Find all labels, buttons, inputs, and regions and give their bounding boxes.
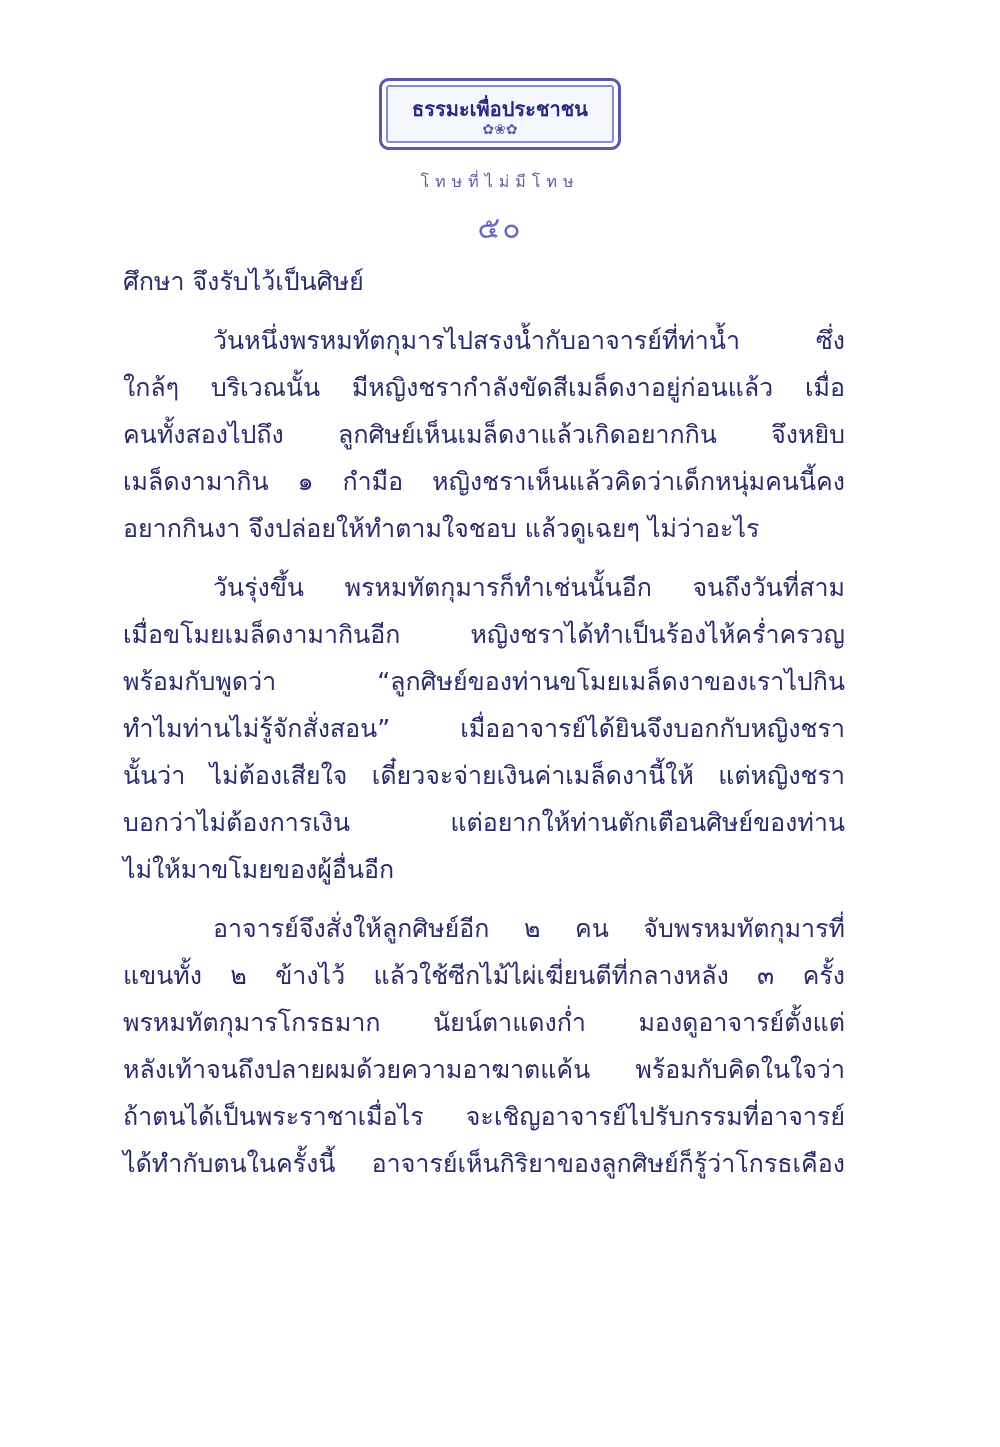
text-line: แขนทั้ง ๒ ข้างไว้ แล้วใช้ซีกไม้ไผ่เฆี่ยนตีที่กลางหลัง ๓ ครั้ง: [123, 961, 845, 990]
book-title: โทษที่ไม่มีโทษ: [420, 172, 580, 191]
text-line: ศึกษา จึงรับไว้เป็นศิษย์: [123, 267, 364, 296]
text-line: หลังเท้าจนถึงปลายผมด้วยความอาฆาตแค้น พร้อมกับคิดในใจว่า: [123, 1055, 845, 1084]
text-line: ใกล้ๆ บริเวณนั้น มีหญิงชรากำลังขัดสีเมล็ดงาอยู่ก่อนแล้ว เมื่อ: [123, 373, 845, 402]
text-line: พรหมทัตกุมารโกรธมาก นัยน์ตาแดงก่ำ มองดูอาจารย์ตั้งแต่: [123, 1008, 845, 1037]
text-line: ทำไมท่านไม่รู้จักสั่งสอน” เมื่ออาจารย์ได้ยินจึงบอกกับหญิงชรา: [123, 714, 845, 743]
paragraph: [123, 905, 845, 1187]
ornament-icon: ✿❀✿: [482, 122, 518, 138]
text-line: วันหนึ่งพรหมทัตกุมารไปสรงน้ำกับอาจารย์ที่ท่าน้ำ ซึ่ง: [213, 326, 845, 355]
text-line: คนทั้งสองไปถึง ลูกศิษย์เห็นเมล็ดงาแล้วเกิดอยากกิน จึงหยิบ: [123, 420, 845, 449]
body-text: [123, 258, 845, 1187]
paragraph: [123, 317, 845, 552]
text-line: เมื่อขโมยเมล็ดงามากินอีก หญิงชราได้ทำเป็นร้องไห้คร่ำครวญ: [123, 620, 845, 649]
text-line: อยากกินงา จึงปล่อยให้ทำตามใจชอบ แล้วดูเฉยๆ ไม่ว่าอะไร: [123, 514, 760, 543]
paragraph: [123, 258, 845, 305]
series-logo: [379, 78, 621, 150]
text-line: นั้นว่า ไม่ต้องเสียใจ เดี๋ยวจะจ่ายเงินค่าเมล็ดงานี้ให้ แต่หญิงชรา: [123, 761, 845, 790]
text-line: อาจารย์จึงสั่งให้ลูกศิษย์อีก ๒ คน จับพรหมทัตกุมารที่: [213, 914, 845, 943]
page-header: [0, 78, 1000, 252]
text-line: ถ้าตนได้เป็นพระราชาเมื่อไร จะเชิญอาจารย์ไปรับกรรมที่อาจารย์: [123, 1102, 845, 1131]
text-line: พร้อมกับพูดว่า “ลูกศิษย์ของท่านขโมยเมล็ดงาของเราไปกิน: [123, 667, 845, 696]
text-line: ได้ทำกับตนในครั้งนี้ อาจารย์เห็นกิริยาของลูกศิษย์ก็รู้ว่าโกรธเคือง: [123, 1149, 845, 1178]
logo-text: ธรรมะเพื่อประชาชน: [412, 97, 588, 121]
paragraph: [123, 564, 845, 893]
page-number: ๕๐: [477, 211, 523, 246]
text-line: เมล็ดงามากิน ๑ กำมือ หญิงชราเห็นแล้วคิดว่าเด็กหนุ่มคนนี้คง: [123, 467, 845, 496]
text-line: วันรุ่งขึ้น พรหมทัตกุมารก็ทำเช่นนั้นอีก จนถึงวันที่สาม: [213, 573, 845, 602]
text-line: ไม่ให้มาขโมยของผู้อื่นอีก: [123, 855, 395, 884]
text-line: บอกว่าไม่ต้องการเงิน แต่อยากให้ท่านตักเตือนศิษย์ของท่าน: [123, 808, 845, 837]
